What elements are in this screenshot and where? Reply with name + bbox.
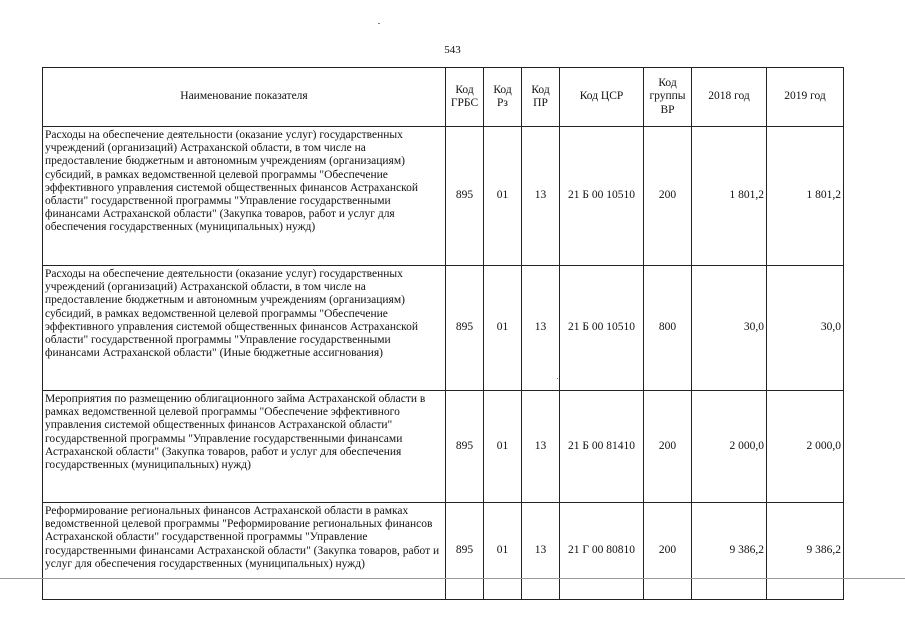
- row-2018: 1 801,2: [692, 127, 767, 266]
- header-rz: Код Рз: [484, 68, 522, 127]
- row-2018: 2 000,0: [692, 391, 767, 503]
- header-csr: Код ЦСР: [560, 68, 644, 127]
- row-grbs: 895: [446, 266, 484, 391]
- row-pr: 13: [522, 127, 560, 266]
- header-2019: 2019 год: [767, 68, 844, 127]
- row-name: Мероприятия по размещению облигационного займа Астраханской области в рамках ведомственной целевой программы "Обеспечение эффективного управления системой общественных финансов Астраханской области" государственной программы "Управление государственными финансами Астраханской области" (Закупка товаров, работ и услуг для обеспечения государственных (муниципальных) нужд): [43, 391, 446, 503]
- row-2018: 9 386,2: [692, 503, 767, 600]
- row-2019: 1 801,2: [767, 127, 844, 266]
- header-2018: 2018 год: [692, 68, 767, 127]
- row-rz: 01: [484, 266, 522, 391]
- row-2019: 30,0: [767, 266, 844, 391]
- row-csr: 21 Б 00 10510: [560, 266, 644, 391]
- scan-speck: [557, 378, 558, 379]
- header-row: [43, 68, 844, 127]
- scan-artifact-line: [0, 578, 905, 579]
- row-2019: 2 000,0: [767, 391, 844, 503]
- budget-table: [42, 67, 844, 600]
- row-vr: 200: [644, 503, 692, 600]
- header-pr: Код ПР: [522, 68, 560, 127]
- header-vr: Код группы ВР: [644, 68, 692, 127]
- row-pr: 13: [522, 266, 560, 391]
- row-vr: 200: [644, 127, 692, 266]
- row-csr: 21 Б 00 10510: [560, 127, 644, 266]
- header-grbs: Код ГРБС: [446, 68, 484, 127]
- row-csr: 21 Б 00 81410: [560, 391, 644, 503]
- row-grbs: 895: [446, 503, 484, 600]
- row-name: Реформирование региональных финансов Астраханской области в рамках ведомственной целевой программы "Реформирование региональных финансов Астраханской области" государственной программы "Управление государственными финансами Астраханской области" (Закупка товаров, работ и услуг для обеспечения государственных (муниципальных) нужд): [43, 503, 446, 600]
- scan-speck: [378, 23, 380, 24]
- row-rz: 01: [484, 127, 522, 266]
- table-row: [43, 503, 844, 600]
- page-number: 543: [444, 44, 461, 56]
- table-row: [43, 391, 844, 503]
- table-row: [43, 127, 844, 266]
- row-vr: 200: [644, 391, 692, 503]
- row-pr: 13: [522, 503, 560, 600]
- row-csr: 21 Г 00 80810: [560, 503, 644, 600]
- row-grbs: 895: [446, 127, 484, 266]
- row-name: Расходы на обеспечение деятельности (оказание услуг) государственных учреждений (организаций) Астраханской области, в том числе на предоставление бюджетным и автономным учреждениям (организациям) субсидий, в рамках ведомственной целевой программы "Обеспечение эффективного управления системой общественных финансов Астраханской области" государственной программы "Управление государственными финансами Астраханской области" (Иные бюджетные ассигнования): [43, 266, 446, 391]
- row-2019: 9 386,2: [767, 503, 844, 600]
- row-2018: 30,0: [692, 266, 767, 391]
- row-rz: 01: [484, 503, 522, 600]
- row-name: Расходы на обеспечение деятельности (оказание услуг) государственных учреждений (организаций) Астраханской области, в том числе на предоставление бюджетным и автономным учреждениям (организациям) субсидий, в рамках ведомственной целевой программы "Обеспечение эффективного управления системой общественных финансов Астраханской области" государственной программы "Управление государственными финансами Астраханской области" (Закупка товаров, работ и услуг для обеспечения государственных (муниципальных) нужд): [43, 127, 446, 266]
- row-grbs: 895: [446, 391, 484, 503]
- row-pr: 13: [522, 391, 560, 503]
- row-vr: 800: [644, 266, 692, 391]
- header-name: Наименование показателя: [43, 68, 446, 127]
- table-row: [43, 266, 844, 391]
- row-rz: 01: [484, 391, 522, 503]
